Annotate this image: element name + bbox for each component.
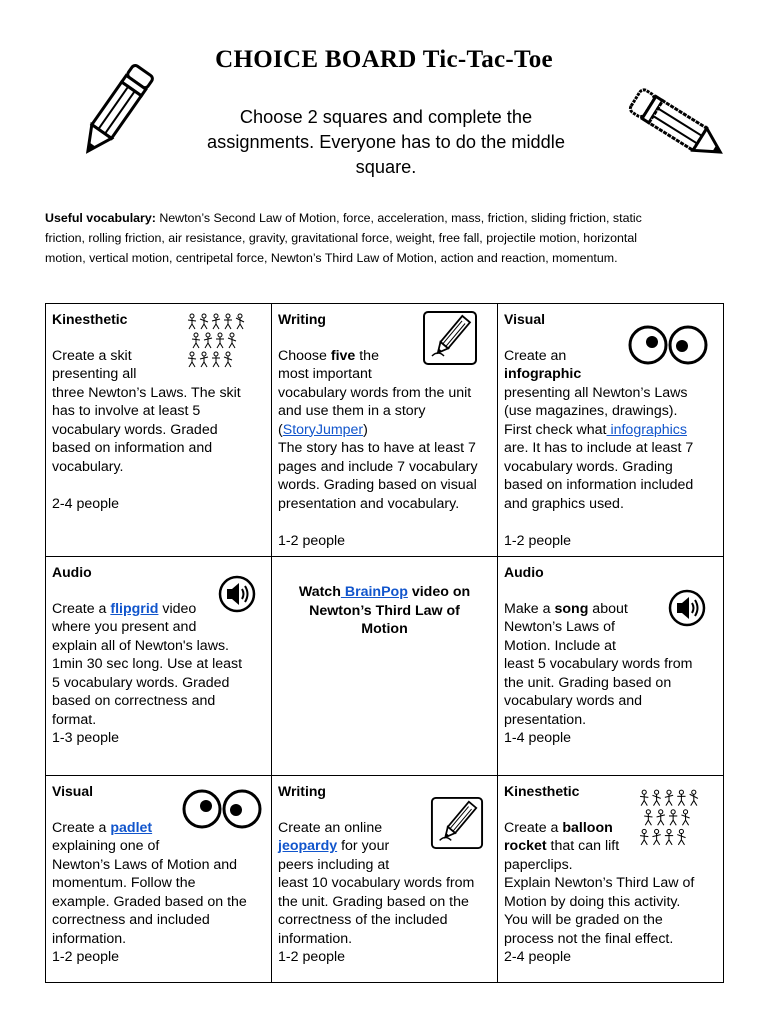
group-size: 1-2 people — [52, 949, 120, 965]
instructions-line: Choose 2 squares and complete the — [239, 107, 533, 127]
brainpop-link[interactable]: BrainPop — [340, 584, 408, 600]
cell-text: (use magazines, drawings). — [504, 403, 678, 419]
instructions-line: assignments. Everyone has to do the middle — [207, 132, 565, 152]
cell-text-bold: balloon — [562, 819, 613, 836]
cell-text: that can lift — [546, 838, 620, 854]
cell-text: 5 vocabulary words. Graded — [52, 674, 230, 691]
cell-text: least 5 vocabulary words from — [504, 656, 693, 672]
vocabulary-text: friction, rolling friction, air resistance, gravity, gravitational force, weight, free fall, projectile motion, horizontal — [45, 231, 638, 245]
eyes-icon — [182, 788, 262, 830]
cell-text-bold: Motion — [361, 621, 408, 637]
cell-text-bold: infographic — [504, 366, 582, 382]
cell-text: momentum. Follow the — [52, 875, 196, 891]
cell-heading: Writing — [278, 783, 326, 799]
group-size: 1-2 people — [278, 949, 346, 965]
eyes-icon — [628, 324, 708, 366]
cell-text: video — [158, 600, 197, 617]
cell-visual-infographic — [498, 304, 724, 557]
cell-text: Motion by doing this activity. — [504, 893, 681, 910]
cell-text: Create a — [52, 819, 111, 836]
cell-text: The story has to have at least 7 — [278, 440, 476, 456]
cell-text: words. Grading based on visual — [278, 477, 477, 493]
cell-text: format. — [52, 711, 97, 728]
cell-text: least 10 vocabulary words from — [278, 875, 475, 891]
cell-heading: Visual — [504, 311, 545, 327]
jeopardy-link[interactable]: jeopardy — [278, 838, 338, 854]
cell-text: presentation. — [504, 711, 587, 728]
cell-text: information. — [278, 930, 353, 947]
vocabulary-text: Newton’s Second Law of Motion, force, acceleration, mass, friction, sliding friction, static — [155, 211, 642, 225]
cell-text: Create a — [504, 819, 563, 836]
cell-text: the unit. Grading based on the — [278, 893, 469, 910]
cell-text: explaining one of — [52, 838, 160, 854]
stick-figures-icon — [638, 788, 700, 846]
cell-text: based on correctness and — [52, 693, 216, 709]
cell-text: Motion. Include at — [504, 637, 616, 654]
cell-text: presentation and vocabulary. — [278, 495, 460, 512]
cell-text: ( — [278, 421, 283, 438]
cell-text: correctness and included — [52, 912, 210, 928]
cell-kinesthetic-rocket — [498, 776, 724, 983]
cell-audio-flipgrid — [46, 557, 272, 776]
cell-text: about — [588, 600, 628, 617]
instructions-line: square. — [355, 157, 417, 177]
cell-text: has to involve at least 5 — [52, 403, 201, 419]
cell-heading: Audio — [504, 564, 544, 580]
speaker-icon — [668, 589, 706, 627]
cell-text: Create an — [504, 347, 567, 364]
cell-text: peers including at — [278, 856, 390, 873]
cell-text: based on information and — [52, 440, 213, 456]
cell-text: example. Graded based on the — [52, 893, 247, 910]
cell-text: vocabulary. — [52, 458, 124, 475]
cell-text: pages and include 7 vocabulary — [278, 458, 478, 475]
choice-board-table — [45, 303, 724, 983]
flipgrid-link[interactable]: flipgrid — [110, 600, 159, 617]
cell-text: presenting all — [52, 366, 137, 382]
cell-text: vocabulary words. Grading — [504, 458, 673, 475]
cell-text: Explain Newton’s Third Law of — [504, 875, 695, 891]
cell-text: Newton’s Laws of — [504, 619, 615, 635]
cell-text: correctness of the included — [278, 912, 448, 928]
cell-text: most important — [278, 366, 372, 382]
cell-text: three Newton’s Laws. The skit — [52, 384, 241, 401]
cell-heading: Visual — [52, 783, 93, 799]
cell-text: vocabulary words. Graded — [52, 421, 218, 438]
group-size: 2-4 people — [504, 949, 572, 965]
cell-text: the unit. Grading based on — [504, 674, 672, 691]
group-size: 1-3 people — [52, 730, 120, 746]
speaker-icon — [218, 575, 256, 613]
cell-text: Choose — [278, 347, 331, 364]
group-size: 1-4 people — [504, 730, 572, 746]
cell-writing-story — [272, 304, 498, 557]
cell-text: where you present and — [52, 619, 197, 635]
cell-text: for your — [337, 838, 390, 854]
cell-text: explain all of Newton's laws. — [52, 637, 229, 654]
cell-text: Create a skit — [52, 347, 132, 364]
cell-text: Create an online — [278, 819, 383, 836]
group-size: 1-2 people — [504, 532, 572, 549]
cell-text: and use them in a story — [278, 403, 426, 419]
cell-text: paperclips. — [504, 856, 573, 873]
cell-text: Create a — [52, 600, 111, 617]
cell-kinesthetic-skit — [46, 304, 272, 557]
cell-text: You will be graded on the — [504, 912, 663, 928]
instructions — [184, 105, 588, 180]
storyjumper-link[interactable]: StoryJumper — [282, 421, 364, 438]
pencil-paper-icon — [422, 310, 478, 366]
cell-brainpop — [272, 557, 498, 776]
cell-text: based on information included — [504, 477, 694, 493]
group-size: 2-4 people — [52, 495, 120, 512]
cell-text: Make a — [504, 600, 555, 617]
cell-text: and graphics used. — [504, 495, 624, 512]
cell-heading: Writing — [278, 311, 326, 327]
cell-text: the — [355, 347, 379, 364]
pencil-icon — [66, 56, 166, 166]
vocabulary-label: Useful vocabulary: — [45, 211, 156, 225]
cell-audio-song — [498, 557, 724, 776]
cell-text-bold: song — [554, 600, 589, 617]
pencil-icon — [620, 82, 735, 168]
cell-text: Newton’s Laws of Motion and — [52, 856, 238, 873]
cell-heading: Audio — [52, 564, 92, 580]
cell-text: process not the final effect. — [504, 930, 674, 947]
pencil-paper-icon — [430, 796, 484, 850]
vocabulary-paragraph — [45, 208, 725, 268]
cell-text: vocabulary words from the unit — [278, 384, 472, 401]
cell-text: are. It has to include at least 7 — [504, 440, 694, 456]
padlet-link[interactable]: padlet — [110, 819, 153, 836]
group-size: 1-2 people — [278, 532, 346, 549]
cell-text: 1min 30 sec long. Use at least — [52, 656, 243, 672]
infographics-link[interactable]: infographics — [606, 421, 687, 438]
cell-visual-padlet — [46, 776, 272, 983]
cell-writing-jeopardy — [272, 776, 498, 983]
cell-text: presenting all Newton’s Laws — [504, 384, 688, 401]
cell-text-bold: Watch — [298, 584, 341, 600]
cell-text: information. — [52, 930, 127, 947]
page-title: CHOICE BOARD Tic-Tac-Toe — [215, 46, 553, 73]
cell-text-bold: video on — [407, 584, 471, 600]
stick-figures-icon — [186, 312, 246, 368]
cell-heading: Kinesthetic — [504, 783, 580, 799]
cell-heading: Kinesthetic — [52, 311, 128, 327]
cell-text-bold: rocket — [504, 838, 547, 854]
cell-text: vocabulary words and — [504, 693, 643, 709]
cell-text-bold: five — [330, 347, 356, 364]
vocabulary-text: motion, vertical motion, centripetal force, Newton’s Third Law of Motion, action and reaction, momentum. — [45, 251, 618, 265]
cell-text-bold: Newton’s Third Law of — [309, 602, 460, 619]
cell-text: First check what — [504, 421, 607, 438]
cell-text: ) — [363, 421, 368, 438]
